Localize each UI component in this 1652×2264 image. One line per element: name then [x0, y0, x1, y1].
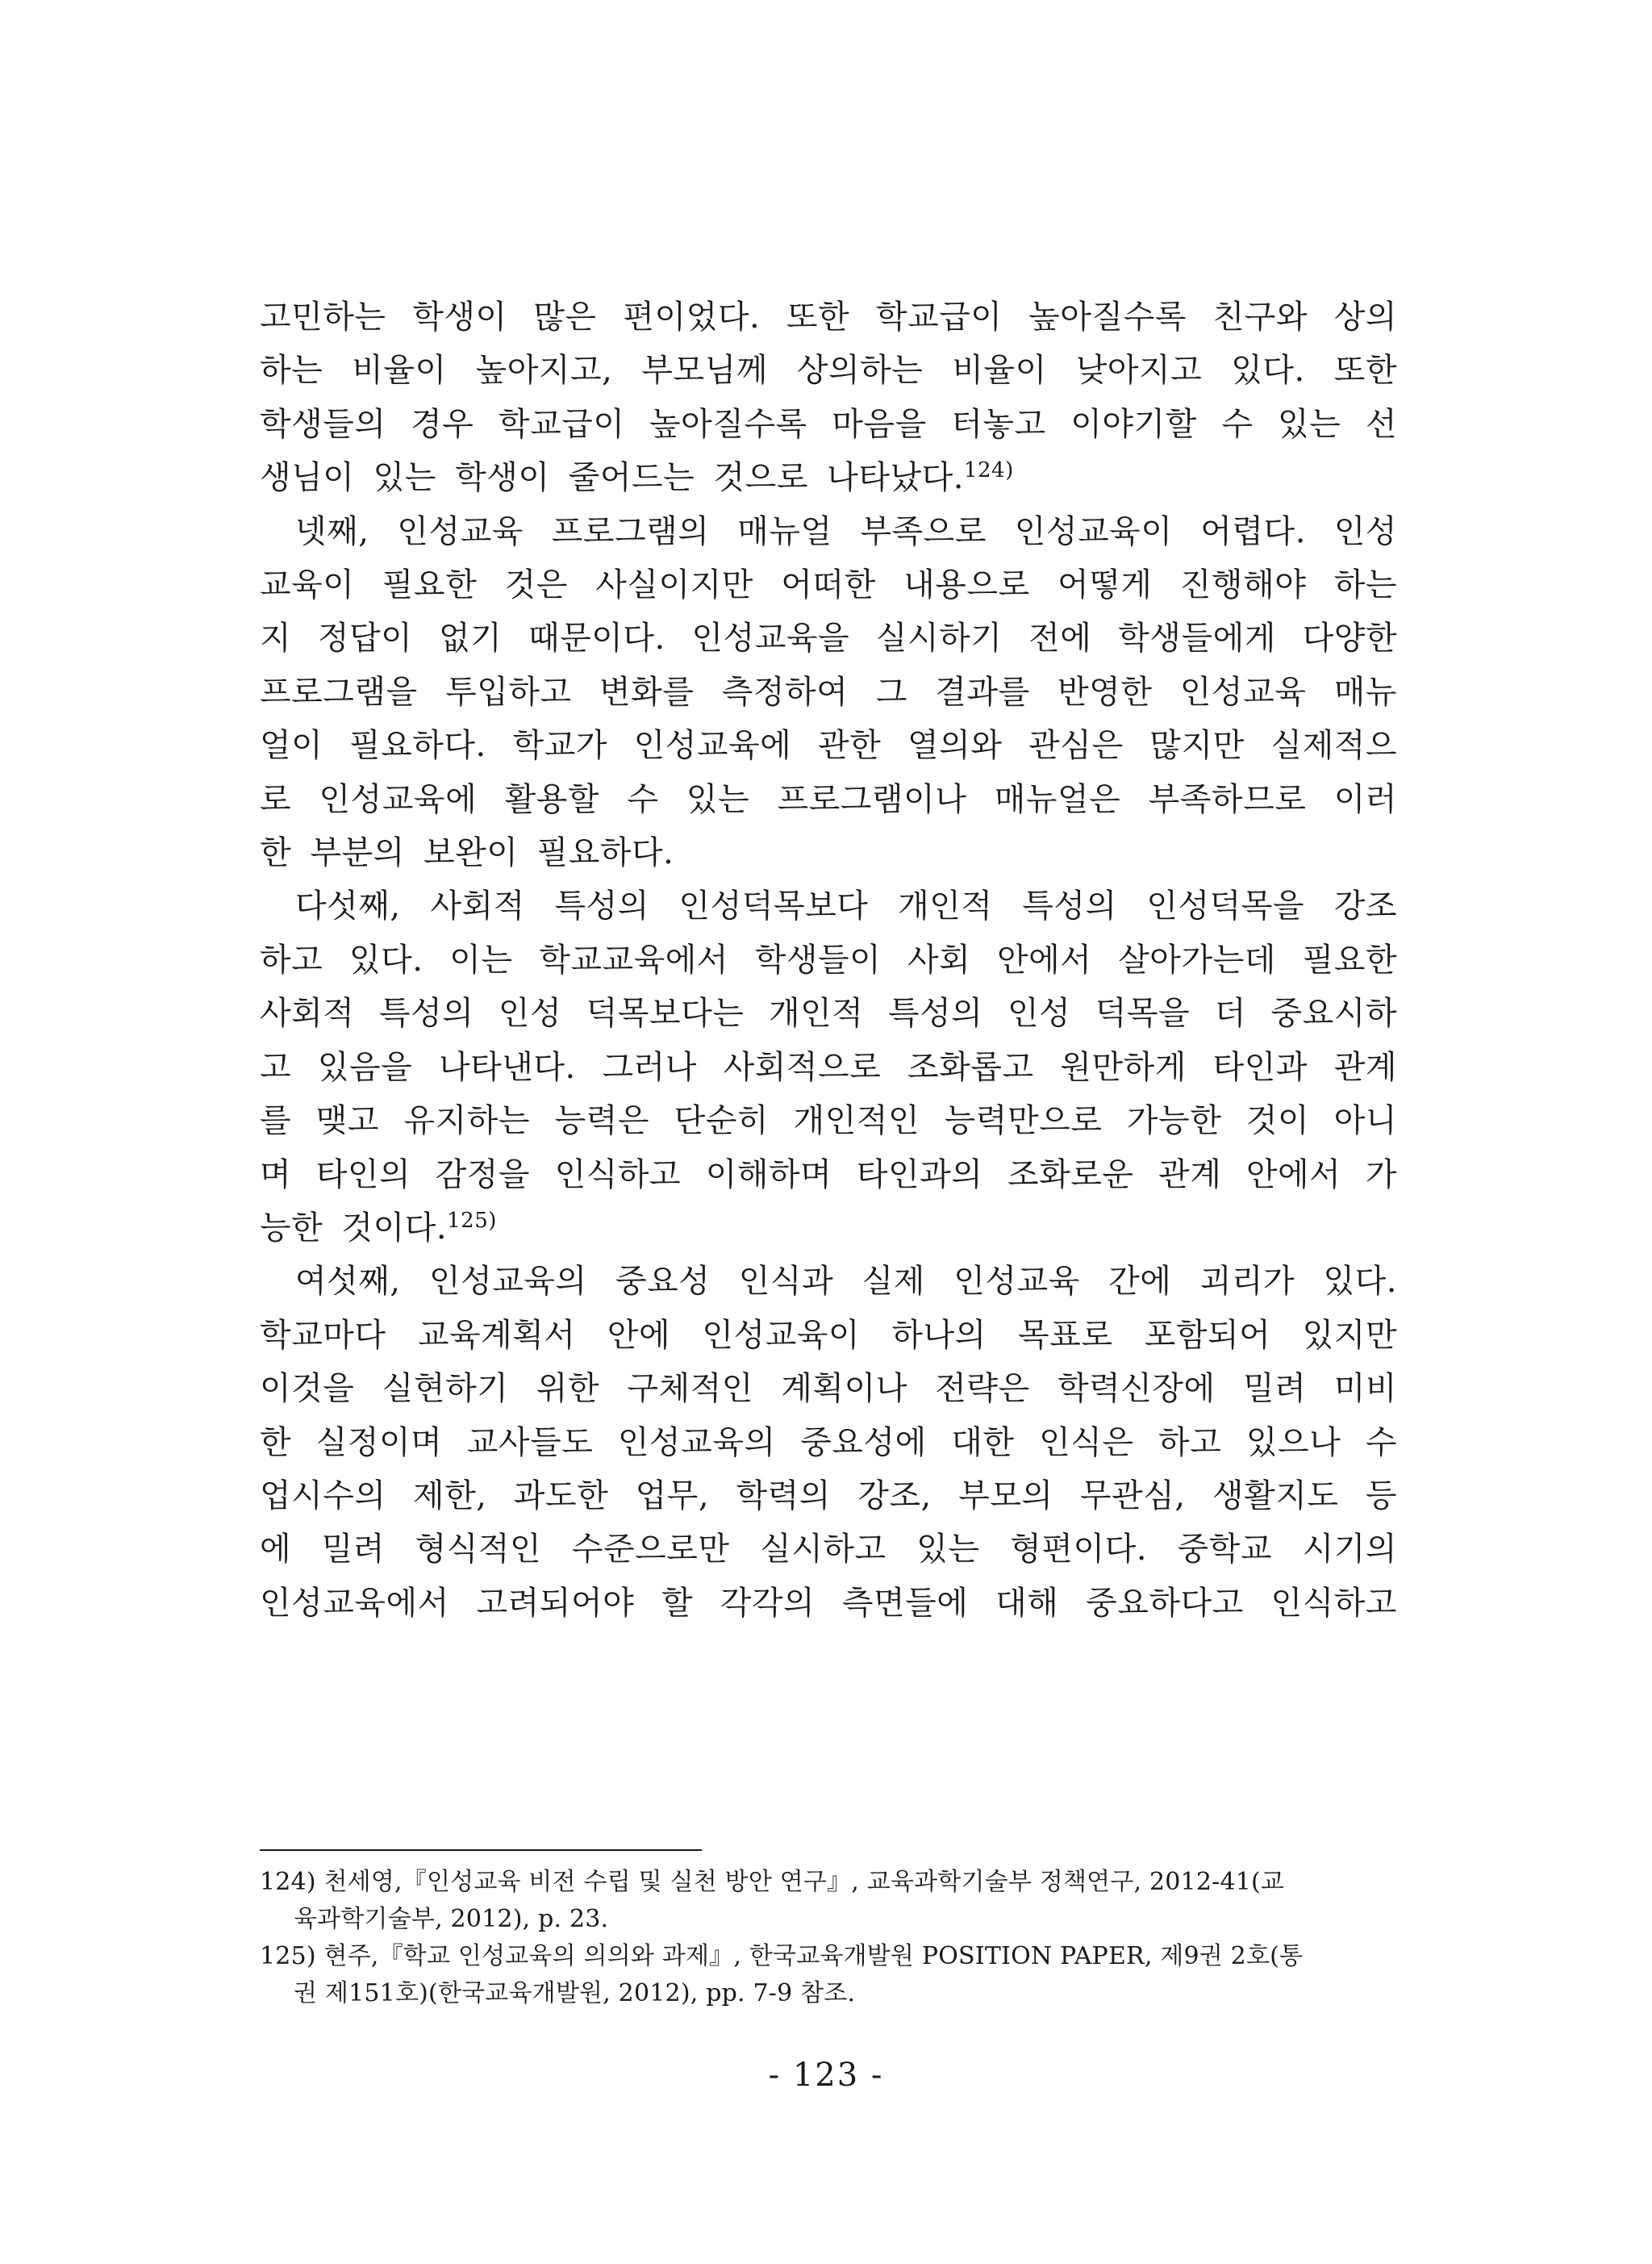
- footnote-line: 육과학기술부, 2012), p. 23.: [294, 1905, 609, 1933]
- text-line: 능한 것이다.: [260, 1209, 448, 1247]
- text-line: 여섯째, 인성교육의 중요성 인식과 실제 인성교육 간에 괴리가 있다.: [295, 1263, 1397, 1301]
- body-text: [260, 290, 1397, 1630]
- text-line: 사회적 특성의 인성 덕목보다는 개인적 특성의 인성 덕목을 더 중요시하: [260, 995, 1397, 1033]
- text-line: 다섯째, 사회적 특성의 인성덕목보다 개인적 특성의 인성덕목을 강조: [295, 888, 1397, 925]
- footnote-reference-125[interactable]: 125): [447, 1208, 497, 1233]
- paragraph-2: [260, 505, 1397, 880]
- paragraph-3: [260, 879, 1397, 1255]
- text-line: 프로그램을 투입하고 변화를 측정하여 그 결과를 반영한 인성교육 매뉴: [260, 673, 1397, 711]
- footnote-line: 125) 현주,『학교 인성교육의 의의와 과제』, 한국교육개발원 POSITION PAPER, 제9권 2호(통: [260, 1942, 1304, 1970]
- text-line: 하고 있다. 이는 학교교육에서 학생들이 사회 안에서 살아가는데 필요한: [260, 941, 1397, 979]
- text-line: 한 실정이며 교사들도 인성교육의 중요성에 대한 인식은 하고 있으나 수: [260, 1423, 1397, 1461]
- text-line-with-footnote: [260, 451, 1397, 504]
- footnote-line: 124) 천세영,『인성교육 비전 수립 및 실천 방안 연구』, 교육과학기술부 정책연구, 2012-41(교: [260, 1868, 1285, 1896]
- text-line: 업시수의 제한, 과도한 업무, 학력의 강조, 부모의 무관심, 생활지도 등: [260, 1477, 1397, 1514]
- text-line: 얼이 필요하다. 학교가 인성교육에 관한 열의와 관심은 많지만 실제적으: [260, 727, 1397, 765]
- paragraph-4: [260, 1255, 1397, 1630]
- page-number: - 123 -: [768, 2057, 884, 2094]
- text-line: 생님이 있는 학생이 줄어드는 것으로 나타났다.: [260, 459, 964, 497]
- footnote-reference-124[interactable]: 124): [963, 458, 1014, 483]
- text-line: 한 부분의 보완이 필요하다.: [260, 834, 674, 872]
- footnote-line: 권 제151호)(한국교육개발원, 2012), pp. 7-9 참조.: [294, 1979, 856, 2007]
- text-line: 고 있음을 나타낸다. 그러나 사회적으로 조화롭고 원만하게 타인과 관계: [260, 1048, 1397, 1086]
- text-line-with-footnote: [260, 1201, 1397, 1255]
- text-line: 고민하는 학생이 많은 편이었다. 또한 학교급이 높아질수록 친구와 상의: [260, 299, 1397, 336]
- paragraph-1: [260, 290, 1397, 505]
- footnote-125: [260, 1938, 1397, 2012]
- text-line: 학교마다 교육계획서 안에 인성교육이 하나의 목표로 포함되어 있지만: [260, 1316, 1397, 1354]
- footnote-124: [260, 1864, 1397, 1938]
- text-line: 하는 비율이 높아지고, 부모님께 상의하는 비율이 낮아지고 있다. 또한: [260, 352, 1397, 390]
- footnotes: [260, 1864, 1397, 2012]
- text-line: 인성교육에서 고려되어야 할 각각의 측면들에 대해 중요하다고 인식하고: [260, 1584, 1397, 1622]
- text-line: 교육이 필요한 것은 사실이지만 어떠한 내용으로 어떻게 진행해야 하는: [260, 566, 1397, 604]
- text-line: 넷째, 인성교육 프로그램의 매뉴얼 부족으로 인성교육이 어렵다. 인성: [295, 512, 1397, 550]
- text-line: 지 정답이 없기 때문이다. 인성교육을 실시하기 전에 학생들에게 다양한: [260, 620, 1397, 658]
- text-line: 학생들의 경우 학교급이 높아질수록 마음을 터놓고 이야기할 수 있는 선: [260, 405, 1397, 443]
- text-line: 이것을 실현하기 위한 구체적인 계획이나 전략은 학력신장에 밀려 미비: [260, 1370, 1397, 1408]
- text-line: 에 밀려 형식적인 수준으로만 실시하고 있는 형편이다. 중학교 시기의: [260, 1531, 1397, 1569]
- text-line: 로 인성교육에 활용할 수 있는 프로그램이나 매뉴얼은 부족하므로 이러: [260, 780, 1397, 818]
- text-line: 를 맺고 유지하는 능력은 단순히 개인적인 능력만으로 가능한 것이 아니: [260, 1102, 1397, 1140]
- footnote-divider: [260, 1849, 702, 1851]
- text-line: 며 타인의 감정을 인식하고 이해하며 타인과의 조화로운 관계 안에서 가: [260, 1155, 1397, 1193]
